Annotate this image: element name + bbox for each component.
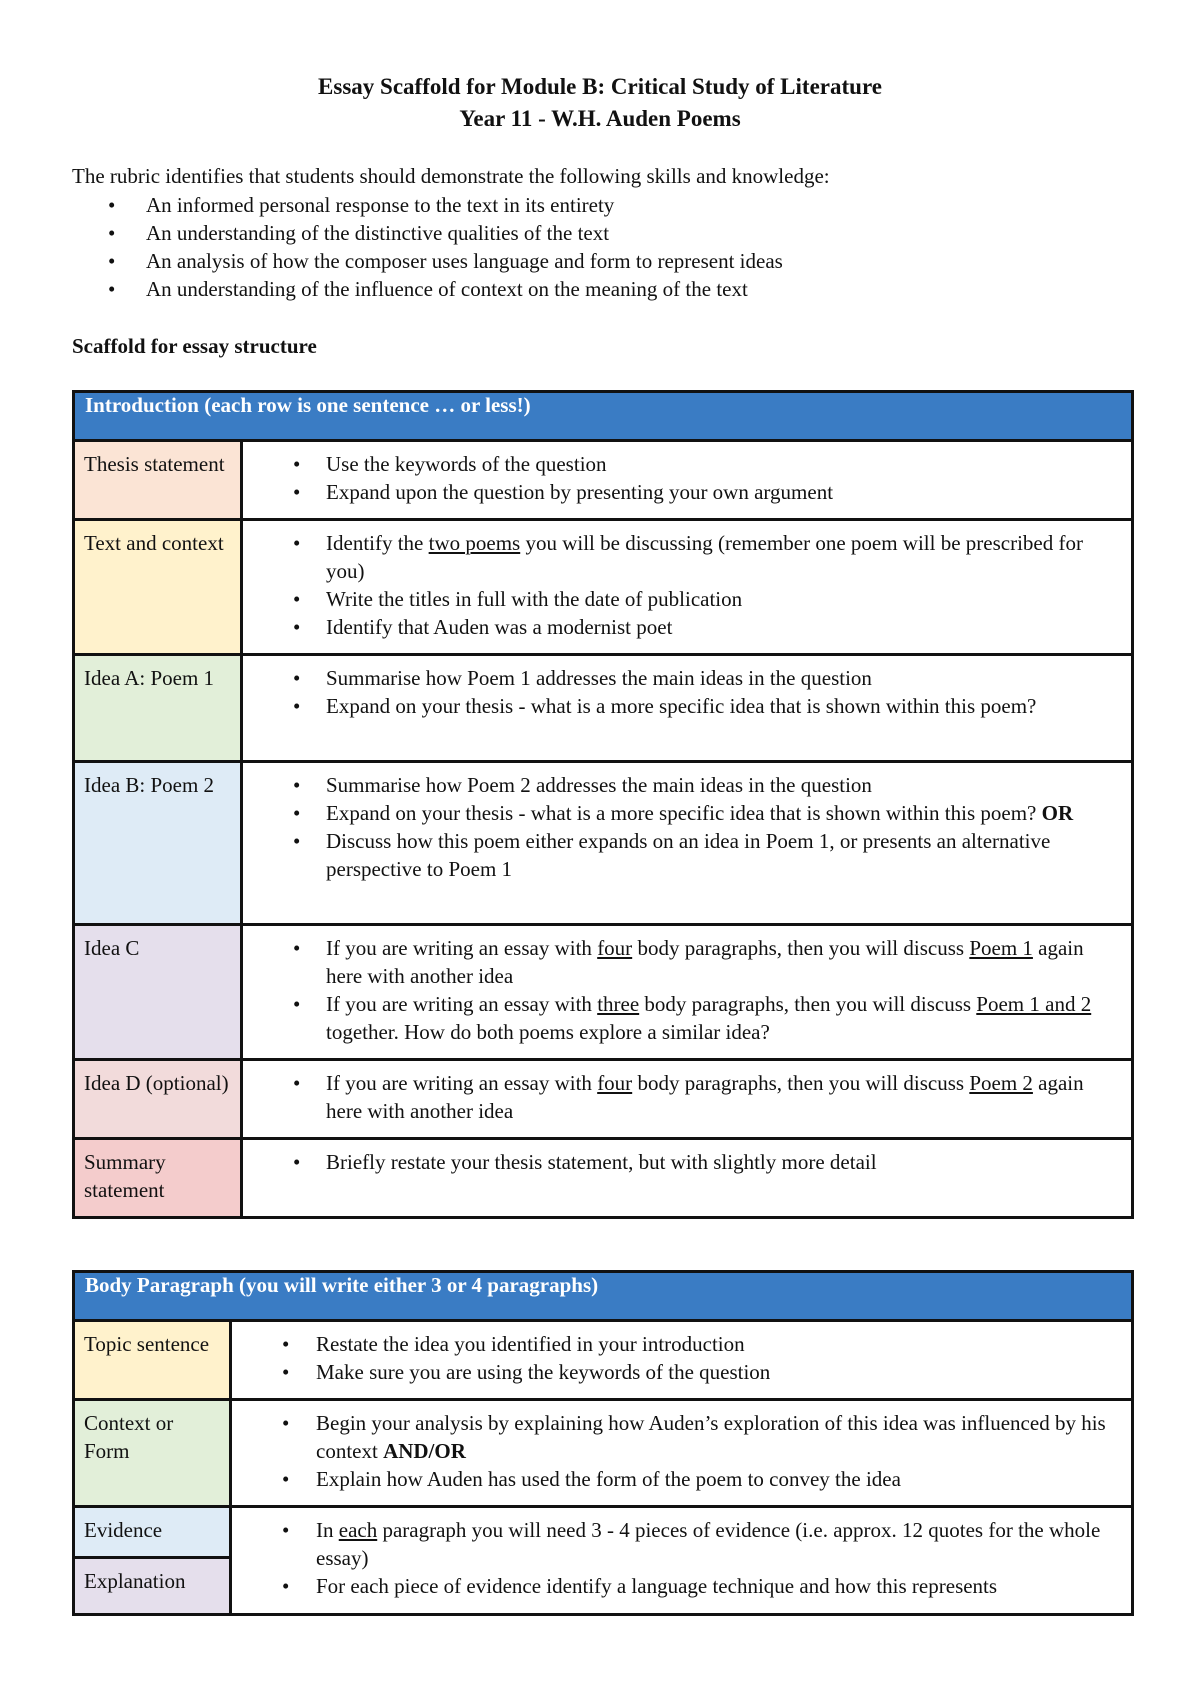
bullet-list — [253, 934, 1121, 1046]
row-content-idea-b — [242, 762, 1133, 925]
row-content-evidence-explanation — [231, 1507, 1133, 1615]
bullet-list — [242, 1409, 1121, 1493]
bullet-item — [253, 478, 1121, 506]
bullet-text: again here with another idea — [326, 936, 1084, 988]
bullet-text: Use the keywords of the question — [326, 452, 607, 476]
bullet-item — [242, 1358, 1121, 1386]
bullet-item — [253, 990, 1121, 1046]
bullet-list — [253, 450, 1121, 506]
row-content-summary-statement — [242, 1139, 1133, 1218]
bullet-text: together. How do both poems explore a similar idea? — [326, 1020, 770, 1044]
bullet-text: body paragraphs, then you will discuss — [632, 1071, 970, 1095]
bullet-text: If you are writing an essay with — [326, 936, 598, 960]
row-label-idea-a: Idea A: Poem 1 — [74, 655, 242, 762]
bullet-text: again here with another idea — [326, 1071, 1084, 1123]
bullet-text: Begin your analysis by explaining how Auden’s exploration of this idea was influenced by his context — [316, 1411, 1106, 1463]
row-content-text-and-context — [242, 520, 1133, 655]
row-label-idea-c: Idea C — [74, 925, 242, 1060]
bullet-text: For each piece of evidence identify a language technique and how this represents — [316, 1574, 998, 1598]
row-label-thesis-statement: Thesis statement — [74, 441, 242, 520]
bullet-text: Identify the — [326, 531, 429, 555]
bullet-item — [242, 1516, 1121, 1572]
bullet-list — [253, 529, 1121, 641]
underlined-text: four — [597, 936, 633, 960]
bold-text: AND/OR — [383, 1439, 466, 1463]
rubric-item: • An informed personal response to the text in its entirety — [72, 191, 783, 219]
bullet-text: Discuss how this poem either expands on an idea in Poem 1, or presents an alternative perspective to Poem 1 — [326, 829, 1051, 881]
bullet-list — [253, 664, 1121, 720]
row-content-idea-d — [242, 1060, 1133, 1139]
introduction-table — [72, 390, 1134, 1219]
underlined-text: each — [338, 1518, 378, 1542]
bullet-item — [253, 585, 1121, 613]
row-label-idea-d: Idea D (optional) — [74, 1060, 242, 1139]
row-label-evidence: Evidence — [74, 1507, 231, 1558]
rubric-list — [72, 191, 783, 303]
body-paragraph-table-header: Body Paragraph (you will write either 3 or 4 paragraphs) — [74, 1272, 1133, 1321]
row-label-text-and-context: Text and context — [74, 520, 242, 655]
underlined-text: Poem 2 — [969, 1071, 1033, 1095]
bullet-item — [253, 1069, 1121, 1125]
bullet-text: Identify that Auden was a modernist poet — [326, 615, 673, 639]
row-content-idea-a — [242, 655, 1133, 762]
bullet-text: If you are writing an essay with — [326, 1071, 598, 1095]
row-label-topic-sentence: Topic sentence — [74, 1321, 231, 1400]
row-content-topic-sentence — [231, 1321, 1133, 1400]
introduction-table-header: Introduction (each row is one sentence … or less!) — [74, 392, 1133, 441]
bullet-item — [253, 934, 1121, 990]
bullet-item — [253, 799, 1121, 827]
bullet-item — [253, 529, 1121, 585]
bullet-item — [253, 827, 1121, 883]
scaffold-heading: Scaffold for essay structure — [72, 334, 317, 358]
bullet-item — [242, 1330, 1121, 1358]
bullet-item — [253, 613, 1121, 641]
bullet-item — [253, 692, 1121, 720]
bullet-text: Write the titles in full with the date of publication — [326, 587, 743, 611]
rubric-item: • An understanding of the distinctive qualities of the text — [72, 219, 783, 247]
bullet-item — [253, 1148, 1121, 1176]
row-content-idea-c — [242, 925, 1133, 1060]
bullet-text: Summarise how Poem 1 addresses the main ideas in the question — [326, 666, 872, 690]
row-label-summary-statement: Summary statement — [74, 1139, 242, 1218]
bullet-list — [253, 771, 1121, 883]
underlined-text: Poem 1 — [969, 936, 1033, 960]
bullet-text: Explain how Auden has used the form of the poem to convey the idea — [316, 1467, 901, 1491]
row-label-context-or-form: Context or Form — [74, 1400, 231, 1507]
bullet-item — [253, 450, 1121, 478]
bullet-item — [253, 771, 1121, 799]
rubric-item: • An analysis of how the composer uses language and form to represent ideas — [72, 247, 783, 275]
bullet-text: body paragraphs, then you will discuss — [639, 992, 977, 1016]
bullet-text: you will be discussing (remember one poem will be prescribed for you) — [326, 531, 1083, 583]
bullet-text: Make sure you are using the keywords of the question — [316, 1360, 771, 1384]
bullet-list — [242, 1516, 1121, 1600]
bullet-list — [242, 1330, 1121, 1386]
bullet-list — [253, 1069, 1121, 1125]
document-title: Essay Scaffold for Module B: Critical Study of Literature — [318, 74, 882, 99]
bullet-text: Summarise how Poem 2 addresses the main ideas in the question — [326, 773, 872, 797]
bold-text: OR — [1041, 801, 1074, 825]
row-content-context-or-form — [231, 1400, 1133, 1507]
row-label-idea-b: Idea B: Poem 2 — [74, 762, 242, 925]
row-content-thesis-statement — [242, 441, 1133, 520]
bullet-text: Expand upon the question by presenting your own argument — [326, 480, 834, 504]
bullet-list — [253, 1148, 1121, 1176]
bullet-item — [242, 1572, 1121, 1600]
underlined-text: four — [597, 1071, 633, 1095]
bullet-text: body paragraphs, then you will discuss — [632, 936, 970, 960]
underlined-text: three — [597, 992, 640, 1016]
bullet-text: If you are writing an essay with — [326, 992, 598, 1016]
bullet-text: Briefly restate your thesis statement, but with slightly more detail — [326, 1150, 877, 1174]
bullet-item — [253, 664, 1121, 692]
underlined-text: two poems — [428, 531, 521, 555]
bullet-text: Restate the idea you identified in your introduction — [316, 1332, 745, 1356]
row-label-explanation: Explanation — [74, 1558, 231, 1615]
underlined-text: Poem 1 and 2 — [976, 992, 1092, 1016]
bullet-item — [242, 1465, 1121, 1493]
bullet-text: In — [316, 1518, 339, 1542]
bullet-text: Expand on your thesis - what is a more specific idea that is shown within this poem? — [326, 694, 1037, 718]
document-subtitle: Year 11 - W.H. Auden Poems — [459, 106, 741, 131]
rubric-intro: The rubric identifies that students should demonstrate the following skills and knowledge: — [72, 164, 830, 188]
body-paragraph-table — [72, 1270, 1134, 1616]
bullet-text: paragraph you will need 3 - 4 pieces of evidence (i.e. approx. 12 quotes for the whole essay) — [316, 1518, 1101, 1570]
bullet-item — [242, 1409, 1121, 1465]
rubric-item: • An understanding of the influence of context on the meaning of the text — [72, 275, 783, 303]
bullet-text: Expand on your thesis - what is a more specific idea that is shown within this poem? — [326, 801, 1042, 825]
